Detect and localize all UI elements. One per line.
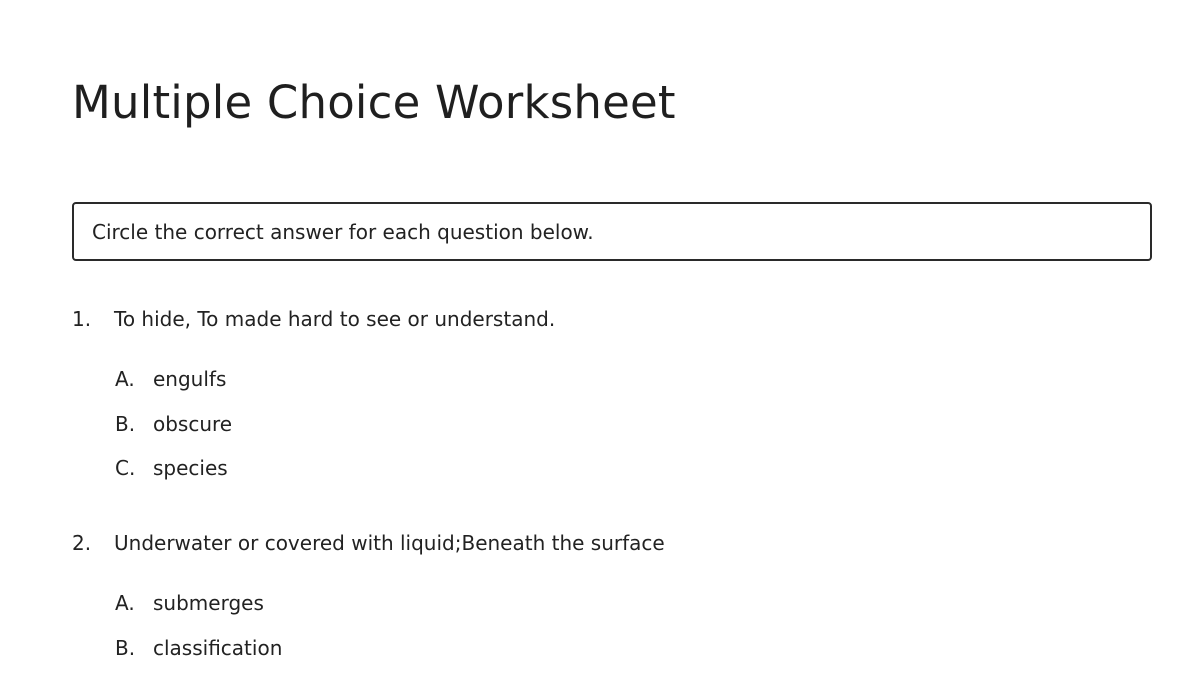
option-letter: B.	[115, 412, 136, 436]
question-2-option-b[interactable]	[115, 628, 282, 668]
question-2-option-a[interactable]	[115, 583, 264, 623]
question-number: 1.	[72, 307, 92, 331]
option-text: classification	[153, 636, 283, 660]
option-text: species	[153, 456, 228, 480]
option-text: obscure	[153, 412, 233, 436]
question-1-option-c[interactable]	[115, 448, 228, 488]
question-1-option-b[interactable]	[115, 404, 232, 444]
question-1	[72, 299, 1152, 339]
question-1-option-a[interactable]	[115, 359, 226, 399]
option-text: submerges	[153, 591, 264, 615]
instructions-text: Circle the correct answer for each question below.	[92, 219, 594, 244]
option-text: engulfs	[153, 367, 227, 391]
page-title: Multiple Choice Worksheet	[72, 76, 676, 129]
instructions-box	[72, 202, 1152, 261]
question-text: Underwater or covered with liquid;Beneath the surface	[114, 531, 665, 555]
question-2	[72, 523, 1152, 563]
option-letter: C.	[115, 456, 136, 480]
question-number: 2.	[72, 531, 92, 555]
option-letter: A.	[115, 367, 135, 391]
question-text: To hide, To made hard to see or understand.	[114, 307, 556, 331]
option-letter: B.	[115, 636, 136, 660]
option-letter: A.	[115, 591, 135, 615]
